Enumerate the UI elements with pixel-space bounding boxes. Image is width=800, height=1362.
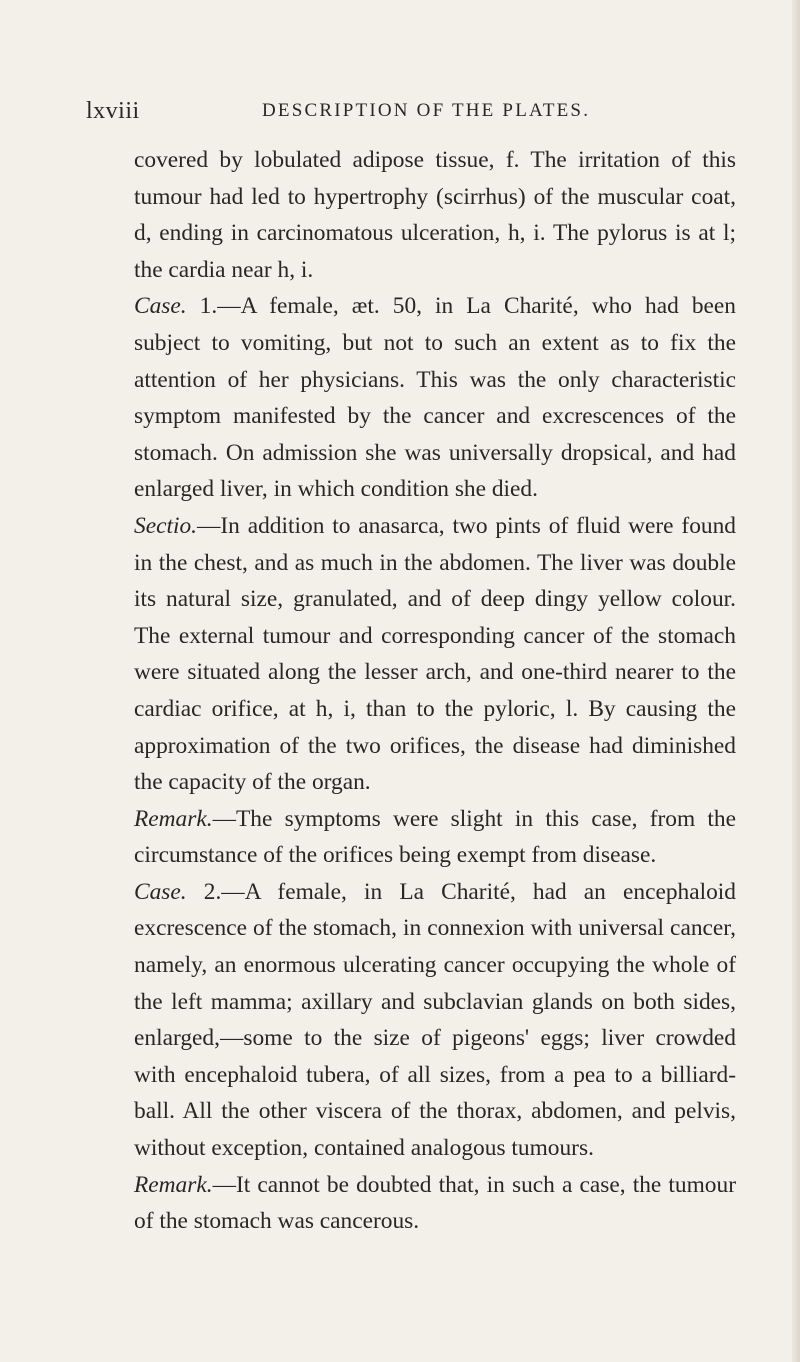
page-header	[86, 98, 726, 128]
body-text	[134, 142, 736, 1240]
paragraph-text: 2.—A female, in La Charité, had an encephaloid excrescence of the stomach, in connexion with universal cancer, namely, an enormous ulcerating cancer occupying the whole of the left mamma; axillary and subclavian glands on both sides, enlarged,—some to the size of pigeons' eggs; liver crowded with encephaloid tubera, of all sizes, from a pea to a billiard-ball. All the other viscera of the thorax, abdomen, and pelvis, without exception, contained analogous tumours.	[134, 878, 736, 1162]
paragraph-label: Case.	[134, 878, 187, 905]
paragraph-text: covered by lobulated adipose tissue, f. The irritation of this tumour had led to hypertrophy (scirrhus) of the muscular coat, d, ending in carcinomatous ulceration, h, i. The pylorus is at l; the cardia near h, i.	[134, 147, 736, 283]
paragraph-text: —It cannot be doubted that, in such a case, the tumour of the stomach was cancerous.	[134, 1171, 736, 1235]
paragraph-label: Sectio.	[134, 512, 197, 539]
paragraph-text: —In addition to anasarca, two pints of fluid were found in the chest, and as much in the abdomen. The liver was double its natural size, granulated, and of deep dingy yellow colour. The external tumour and corresponding cancer of the stomach were situated along the lesser arch, and one-third nearer to the cardiac orifice, at h, i, than to the pyloric, l. By causing the approximation of the two orifices, the disease had diminished the capacity of the organ.	[134, 512, 736, 796]
paragraph-label: Case.	[134, 293, 187, 320]
paragraph	[134, 142, 736, 288]
paragraph	[134, 801, 736, 874]
paragraph-text: —The symptoms were slight in this case, from the circumstance of the orifices being exempt from disease.	[134, 805, 736, 869]
paragraph	[134, 1167, 736, 1240]
paragraph	[134, 874, 736, 1167]
paragraph-text: 1.—A female, æt. 50, in La Charité, who had been subject to vomiting, but not to such an extent as to fix the attention of her physicians. This was the only characteristic symptom manifested by the cancer and excrescences of the stomach. On admission she was universally dropsical, and had enlarged liver, in which condition she died.	[134, 293, 736, 503]
running-head: DESCRIPTION OF THE PLATES.	[262, 100, 591, 121]
paragraph-label: Remark.	[134, 1171, 213, 1198]
paragraph-label: Remark.	[134, 805, 213, 832]
paragraph	[134, 508, 736, 801]
page-edge-shadow	[792, 0, 800, 1362]
page-number: lxviii	[86, 98, 140, 124]
paragraph	[134, 288, 736, 508]
